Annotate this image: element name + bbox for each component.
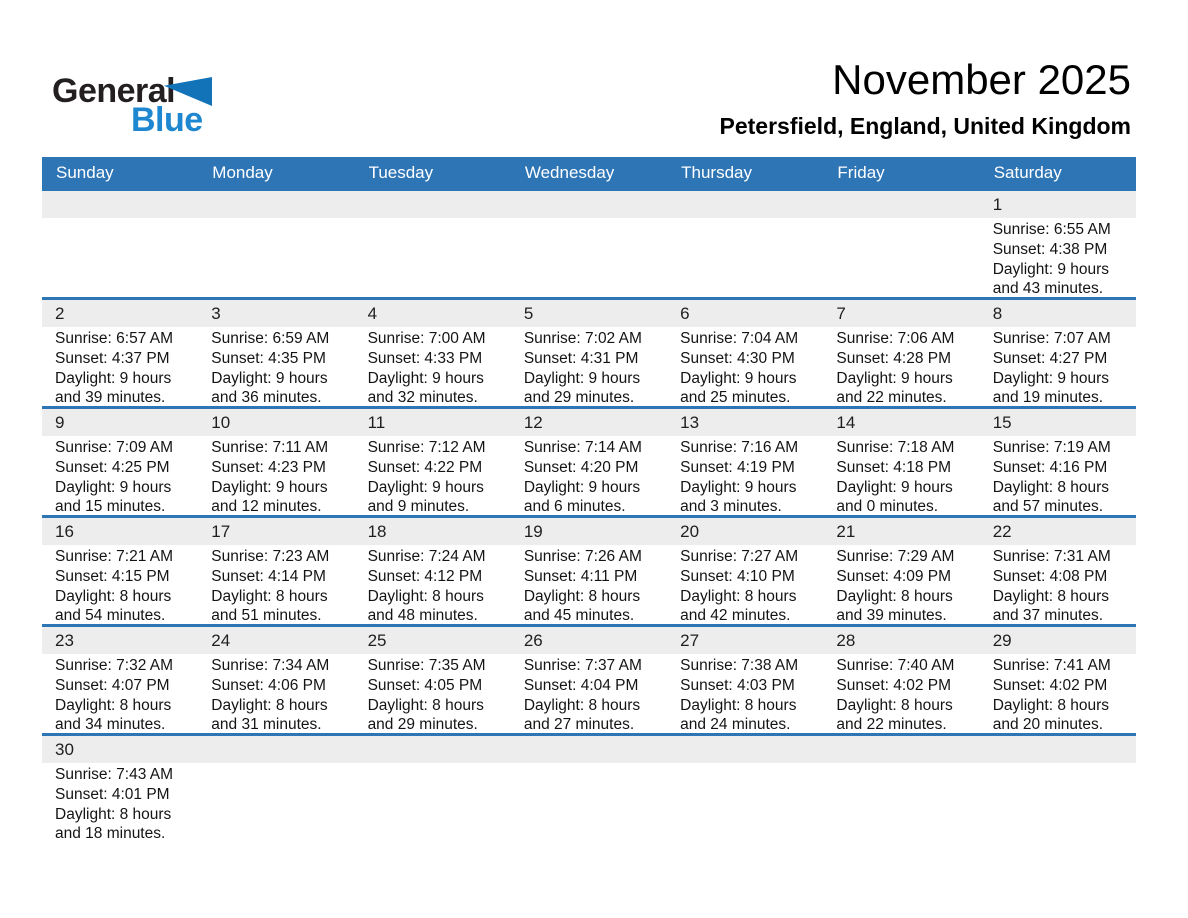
day-detail-line: Sunrise: 7:16 AM bbox=[680, 439, 799, 456]
day-details bbox=[355, 218, 511, 297]
day-detail-line: and 3 minutes. bbox=[680, 498, 782, 515]
day-detail-line: Sunrise: 7:14 AM bbox=[523, 439, 642, 456]
day-number: 27 bbox=[680, 631, 700, 650]
empty-day-cell bbox=[355, 736, 511, 842]
day-number: 25 bbox=[367, 631, 387, 650]
day-number: 2 bbox=[55, 304, 65, 323]
day-detail-line: and 6 minutes. bbox=[523, 498, 626, 515]
day-number: 11 bbox=[367, 413, 386, 432]
day-detail-line: and 34 minutes. bbox=[55, 716, 166, 733]
calendar-table bbox=[42, 157, 1136, 842]
weekday-header-wednesday: Wednesday bbox=[524, 163, 615, 182]
day-detail-line: Sunset: 4:04 PM bbox=[523, 676, 639, 694]
day-cell bbox=[823, 300, 979, 406]
day-detail-line: and 24 minutes. bbox=[680, 716, 791, 733]
empty-day-cell bbox=[980, 736, 1136, 842]
day-detail-line: Daylight: 9 hours bbox=[836, 478, 953, 496]
day-details bbox=[198, 218, 354, 297]
day-detail-line: and 19 minutes. bbox=[992, 389, 1103, 406]
day-number: 7 bbox=[836, 304, 846, 323]
day-detail-line: Daylight: 9 hours bbox=[55, 369, 172, 387]
calendar-week-row bbox=[42, 406, 1136, 515]
day-detail-line: Daylight: 9 hours bbox=[523, 369, 641, 387]
day-detail-line: and 25 minutes. bbox=[680, 389, 791, 406]
calendar-week-row bbox=[42, 515, 1136, 624]
day-details bbox=[667, 327, 823, 406]
day-detail-line: Sunset: 4:31 PM bbox=[523, 349, 639, 367]
day-number-band bbox=[823, 736, 979, 763]
day-details bbox=[511, 654, 667, 733]
day-detail-line: Sunset: 4:30 PM bbox=[680, 349, 795, 367]
day-cell bbox=[355, 300, 511, 406]
day-details bbox=[667, 436, 823, 515]
day-detail-line: and 29 minutes. bbox=[367, 716, 478, 733]
day-number-band bbox=[42, 627, 198, 654]
day-detail-line: Sunset: 4:18 PM bbox=[836, 458, 952, 476]
day-detail-line: Daylight: 9 hours bbox=[367, 369, 484, 387]
day-number: 24 bbox=[211, 631, 231, 650]
day-detail-line: Daylight: 8 hours bbox=[211, 587, 328, 605]
weekday-header-thursday: Thursday bbox=[681, 163, 753, 182]
day-cell bbox=[980, 300, 1136, 406]
day-detail-line: Sunrise: 7:24 AM bbox=[367, 548, 486, 565]
calendar-week-row bbox=[42, 188, 1136, 297]
day-number-band bbox=[198, 409, 354, 436]
day-cell bbox=[823, 409, 979, 515]
day-details bbox=[355, 327, 511, 406]
day-detail-line: and 9 minutes. bbox=[367, 498, 470, 515]
day-cell bbox=[980, 191, 1136, 297]
day-detail-line: Sunset: 4:37 PM bbox=[55, 349, 170, 367]
day-number: 14 bbox=[836, 413, 856, 432]
day-detail-line: and 27 minutes. bbox=[523, 716, 635, 733]
day-number: 21 bbox=[836, 522, 856, 541]
page-title: November 2025 bbox=[832, 56, 1131, 103]
day-details bbox=[511, 218, 667, 297]
page-subtitle: Petersfield, England, United Kingdom bbox=[719, 113, 1131, 139]
day-cell bbox=[667, 300, 823, 406]
empty-day-cell bbox=[511, 191, 667, 297]
day-detail-line: Daylight: 9 hours bbox=[523, 478, 641, 496]
day-number-band bbox=[198, 627, 354, 654]
day-cell bbox=[511, 409, 667, 515]
day-detail-line: Sunrise: 7:19 AM bbox=[992, 439, 1111, 456]
day-detail-line: Sunrise: 7:26 AM bbox=[523, 548, 642, 565]
day-details bbox=[823, 654, 979, 733]
day-number-band bbox=[667, 300, 823, 327]
day-cell bbox=[42, 736, 198, 842]
day-number-band bbox=[42, 300, 198, 327]
day-number-band bbox=[667, 736, 823, 763]
logo-text-blue: Blue bbox=[131, 101, 203, 139]
day-detail-line: Sunset: 4:20 PM bbox=[523, 458, 639, 476]
day-number-band bbox=[198, 300, 354, 327]
day-detail-line: Sunset: 4:33 PM bbox=[367, 349, 483, 367]
day-detail-line: Sunrise: 7:41 AM bbox=[992, 657, 1111, 674]
day-detail-line: Daylight: 9 hours bbox=[367, 478, 484, 496]
day-number: 13 bbox=[680, 413, 700, 432]
day-detail-line: Sunrise: 6:55 AM bbox=[992, 221, 1111, 238]
day-detail-line: Daylight: 8 hours bbox=[211, 696, 328, 714]
day-detail-line: Daylight: 8 hours bbox=[836, 587, 953, 605]
day-number-band bbox=[511, 518, 667, 545]
day-cell bbox=[823, 518, 979, 624]
day-detail-line: Sunset: 4:07 PM bbox=[55, 676, 170, 694]
day-number: 16 bbox=[55, 522, 74, 541]
day-detail-line: and 22 minutes. bbox=[836, 389, 947, 406]
day-details bbox=[511, 327, 667, 406]
day-detail-line: Sunset: 4:08 PM bbox=[992, 567, 1108, 585]
weekday-header-saturday: Saturday bbox=[993, 163, 1062, 182]
day-number-band bbox=[42, 409, 198, 436]
day-detail-line: and 42 minutes. bbox=[680, 607, 791, 624]
day-cell bbox=[667, 627, 823, 733]
day-detail-line: Daylight: 8 hours bbox=[992, 587, 1110, 605]
day-details bbox=[355, 436, 511, 515]
day-details bbox=[42, 218, 198, 297]
day-cell bbox=[355, 518, 511, 624]
day-detail-line: Daylight: 8 hours bbox=[55, 587, 172, 605]
day-number-band bbox=[355, 409, 511, 436]
day-detail-line: Daylight: 9 hours bbox=[836, 369, 953, 387]
day-number-band bbox=[980, 518, 1136, 545]
day-number-band bbox=[355, 736, 511, 763]
day-number-band bbox=[823, 300, 979, 327]
day-detail-line: Sunset: 4:09 PM bbox=[836, 567, 952, 585]
day-detail-line: Sunrise: 7:32 AM bbox=[55, 657, 174, 674]
weekday-header-monday: Monday bbox=[212, 163, 273, 182]
day-detail-line: Daylight: 8 hours bbox=[55, 805, 172, 823]
general-blue-logo bbox=[52, 72, 272, 142]
weekday-header-row bbox=[42, 157, 1136, 188]
day-detail-line: Sunset: 4:25 PM bbox=[55, 458, 170, 476]
empty-day-cell bbox=[42, 191, 198, 297]
day-detail-line: Daylight: 8 hours bbox=[680, 587, 797, 605]
day-detail-line: Daylight: 9 hours bbox=[680, 369, 797, 387]
day-detail-line: Daylight: 8 hours bbox=[523, 587, 641, 605]
empty-day-cell bbox=[667, 191, 823, 297]
day-number: 30 bbox=[55, 740, 74, 759]
day-number: 4 bbox=[367, 304, 378, 323]
day-number-band bbox=[198, 736, 354, 763]
day-details bbox=[511, 763, 667, 842]
day-cell bbox=[511, 627, 667, 733]
day-details bbox=[667, 763, 823, 842]
day-number-band bbox=[823, 518, 979, 545]
day-detail-line: Sunrise: 7:04 AM bbox=[680, 330, 799, 347]
day-detail-line: and 39 minutes. bbox=[55, 389, 166, 406]
day-number-band bbox=[823, 409, 979, 436]
calendar-week-row bbox=[42, 733, 1136, 842]
day-number-band bbox=[667, 191, 823, 218]
day-details bbox=[355, 654, 511, 733]
empty-day-cell bbox=[198, 736, 354, 842]
day-detail-line: Sunrise: 7:37 AM bbox=[523, 657, 642, 674]
day-number: 28 bbox=[836, 631, 856, 650]
day-detail-line: Sunrise: 7:27 AM bbox=[680, 548, 799, 565]
empty-day-cell bbox=[823, 736, 979, 842]
day-number: 3 bbox=[211, 304, 221, 323]
day-number: 5 bbox=[523, 304, 534, 323]
day-detail-line: and 18 minutes. bbox=[55, 825, 166, 842]
day-detail-line: Sunrise: 7:35 AM bbox=[367, 657, 486, 674]
day-detail-line: Sunrise: 6:59 AM bbox=[211, 330, 330, 347]
day-detail-line: Sunset: 4:11 PM bbox=[523, 567, 638, 585]
day-detail-line: Sunset: 4:14 PM bbox=[211, 567, 326, 585]
day-cell bbox=[42, 300, 198, 406]
calendar-week-row bbox=[42, 297, 1136, 406]
day-details bbox=[42, 545, 198, 624]
day-detail-line: Sunrise: 7:38 AM bbox=[680, 657, 799, 674]
day-detail-line: Daylight: 9 hours bbox=[211, 478, 328, 496]
day-detail-line: Sunset: 4:27 PM bbox=[992, 349, 1108, 367]
day-number-band bbox=[511, 300, 667, 327]
calendar-grid bbox=[42, 188, 1136, 842]
day-detail-line: and 48 minutes. bbox=[367, 607, 478, 624]
day-number: 15 bbox=[992, 413, 1012, 432]
day-details bbox=[823, 545, 979, 624]
day-details bbox=[823, 763, 979, 842]
day-number-band bbox=[511, 409, 667, 436]
day-detail-line: Sunrise: 7:09 AM bbox=[55, 439, 174, 456]
day-details bbox=[823, 218, 979, 297]
day-details bbox=[198, 436, 354, 515]
day-number: 26 bbox=[523, 631, 543, 650]
day-number: 17 bbox=[211, 522, 231, 541]
day-detail-line: Daylight: 9 hours bbox=[211, 369, 328, 387]
day-detail-line: Daylight: 8 hours bbox=[836, 696, 953, 714]
day-details bbox=[823, 327, 979, 406]
day-detail-line: Sunset: 4:05 PM bbox=[367, 676, 483, 694]
day-detail-line: and 39 minutes. bbox=[836, 607, 947, 624]
day-detail-line: Sunrise: 7:21 AM bbox=[55, 548, 174, 565]
day-detail-line: Sunset: 4:35 PM bbox=[211, 349, 326, 367]
day-cell bbox=[980, 518, 1136, 624]
day-cell bbox=[823, 627, 979, 733]
weekday-header-friday: Friday bbox=[837, 163, 885, 182]
day-number-band bbox=[355, 191, 511, 218]
empty-day-cell bbox=[667, 736, 823, 842]
day-detail-line: and 51 minutes. bbox=[211, 607, 322, 624]
day-cell bbox=[980, 409, 1136, 515]
day-detail-line: Sunrise: 7:12 AM bbox=[367, 439, 486, 456]
day-detail-line: Sunrise: 7:00 AM bbox=[367, 330, 486, 347]
day-detail-line: Daylight: 8 hours bbox=[680, 696, 797, 714]
day-number-band bbox=[511, 736, 667, 763]
day-cell bbox=[511, 300, 667, 406]
weekday-header-tuesday: Tuesday bbox=[368, 163, 434, 182]
day-detail-line: and 29 minutes. bbox=[523, 389, 635, 406]
day-detail-line: Sunset: 4:01 PM bbox=[55, 785, 170, 803]
day-number-band bbox=[823, 191, 979, 218]
day-details bbox=[980, 327, 1136, 406]
day-details bbox=[667, 218, 823, 297]
day-number-band bbox=[511, 191, 667, 218]
day-cell bbox=[667, 409, 823, 515]
day-number: 12 bbox=[523, 413, 543, 432]
day-detail-line: Sunrise: 7:23 AM bbox=[211, 548, 330, 565]
day-details bbox=[198, 327, 354, 406]
page-header bbox=[0, 0, 1188, 157]
day-details bbox=[980, 763, 1136, 842]
day-details bbox=[42, 436, 198, 515]
day-number-band bbox=[980, 627, 1136, 654]
day-cell bbox=[667, 518, 823, 624]
day-detail-line: Sunset: 4:02 PM bbox=[992, 676, 1108, 694]
day-number-band bbox=[355, 518, 511, 545]
day-details bbox=[511, 436, 667, 515]
day-detail-line: Sunrise: 7:18 AM bbox=[836, 439, 955, 456]
day-number: 9 bbox=[55, 413, 65, 432]
day-detail-line: Sunset: 4:03 PM bbox=[680, 676, 795, 694]
day-number-band bbox=[42, 518, 198, 545]
day-detail-line: and 0 minutes. bbox=[836, 498, 939, 515]
day-detail-line: Daylight: 8 hours bbox=[367, 696, 484, 714]
day-number-band bbox=[980, 736, 1136, 763]
day-detail-line: Sunrise: 7:07 AM bbox=[992, 330, 1111, 347]
day-number-band bbox=[42, 191, 198, 218]
day-detail-line: and 57 minutes. bbox=[992, 498, 1103, 515]
day-detail-line: Daylight: 9 hours bbox=[680, 478, 797, 496]
day-detail-line: Sunset: 4:02 PM bbox=[836, 676, 952, 694]
day-number-band bbox=[980, 409, 1136, 436]
day-number-band bbox=[198, 518, 354, 545]
day-detail-line: Sunrise: 7:43 AM bbox=[55, 766, 174, 783]
day-detail-line: Sunrise: 7:29 AM bbox=[836, 548, 955, 565]
day-cell bbox=[355, 627, 511, 733]
day-details bbox=[355, 545, 511, 624]
day-details bbox=[980, 654, 1136, 733]
day-details bbox=[667, 654, 823, 733]
day-details bbox=[980, 436, 1136, 515]
day-detail-line: Sunset: 4:12 PM bbox=[367, 567, 483, 585]
day-detail-line: and 37 minutes. bbox=[992, 607, 1103, 624]
day-number: 1 bbox=[992, 195, 1003, 214]
day-number-band bbox=[823, 627, 979, 654]
day-detail-line: Sunrise: 7:34 AM bbox=[211, 657, 330, 674]
day-detail-line: Sunset: 4:15 PM bbox=[55, 567, 170, 585]
day-number-band bbox=[980, 300, 1136, 327]
day-cell bbox=[198, 518, 354, 624]
day-detail-line: Daylight: 9 hours bbox=[992, 369, 1110, 387]
title-block bbox=[720, 56, 1131, 140]
day-cell bbox=[355, 409, 511, 515]
day-detail-line: and 54 minutes. bbox=[55, 607, 166, 624]
weekday-header-sunday: Sunday bbox=[56, 163, 114, 182]
day-detail-line: Daylight: 8 hours bbox=[992, 478, 1110, 496]
day-details bbox=[511, 545, 667, 624]
day-cell bbox=[42, 409, 198, 515]
day-detail-line: Sunset: 4:28 PM bbox=[836, 349, 952, 367]
day-detail-line: Daylight: 9 hours bbox=[55, 478, 172, 496]
day-number-band bbox=[980, 191, 1136, 218]
day-cell bbox=[980, 627, 1136, 733]
day-number: 20 bbox=[680, 522, 700, 541]
day-cell bbox=[42, 627, 198, 733]
day-detail-line: and 12 minutes. bbox=[211, 498, 322, 515]
empty-day-cell bbox=[511, 736, 667, 842]
day-detail-line: Daylight: 8 hours bbox=[55, 696, 172, 714]
day-number-band bbox=[511, 627, 667, 654]
day-number: 18 bbox=[367, 522, 387, 541]
day-detail-line: Sunrise: 7:11 AM bbox=[211, 439, 329, 456]
day-detail-line: Sunset: 4:22 PM bbox=[367, 458, 483, 476]
day-number: 23 bbox=[55, 631, 74, 650]
day-number: 19 bbox=[523, 522, 543, 541]
day-cell bbox=[198, 300, 354, 406]
day-cell bbox=[198, 627, 354, 733]
day-number-band bbox=[42, 736, 198, 763]
day-detail-line: Sunset: 4:23 PM bbox=[211, 458, 326, 476]
day-detail-line: and 45 minutes. bbox=[523, 607, 635, 624]
day-cell bbox=[511, 518, 667, 624]
day-detail-line: Daylight: 9 hours bbox=[992, 260, 1110, 278]
calendar-week-row bbox=[42, 624, 1136, 733]
day-details bbox=[980, 545, 1136, 624]
day-detail-line: Sunset: 4:16 PM bbox=[992, 458, 1108, 476]
day-detail-line: and 43 minutes. bbox=[992, 280, 1103, 297]
day-details bbox=[42, 654, 198, 733]
day-detail-line: Sunrise: 7:40 AM bbox=[836, 657, 955, 674]
day-detail-line: Sunrise: 7:31 AM bbox=[992, 548, 1111, 565]
logo-text-general: General bbox=[52, 72, 176, 110]
day-detail-line: Sunrise: 7:02 AM bbox=[523, 330, 642, 347]
day-number: 29 bbox=[992, 631, 1012, 650]
day-detail-line: Sunset: 4:06 PM bbox=[211, 676, 326, 694]
day-number: 10 bbox=[211, 413, 231, 432]
day-details bbox=[42, 763, 198, 842]
day-details bbox=[42, 327, 198, 406]
day-number: 6 bbox=[680, 304, 690, 323]
day-number-band bbox=[198, 191, 354, 218]
empty-day-cell bbox=[198, 191, 354, 297]
day-number-band bbox=[355, 627, 511, 654]
day-detail-line: Sunset: 4:19 PM bbox=[680, 458, 795, 476]
day-detail-line: and 32 minutes. bbox=[367, 389, 478, 406]
day-detail-line: and 15 minutes. bbox=[55, 498, 166, 515]
day-detail-line: Sunrise: 7:06 AM bbox=[836, 330, 955, 347]
day-number-band bbox=[667, 518, 823, 545]
day-detail-line: Sunrise: 6:57 AM bbox=[55, 330, 174, 347]
day-detail-line: Daylight: 8 hours bbox=[992, 696, 1110, 714]
day-number-band bbox=[355, 300, 511, 327]
day-number: 22 bbox=[992, 522, 1012, 541]
day-cell bbox=[42, 518, 198, 624]
day-details bbox=[823, 436, 979, 515]
day-detail-line: and 31 minutes. bbox=[211, 716, 322, 733]
day-detail-line: Daylight: 8 hours bbox=[367, 587, 484, 605]
day-detail-line: Daylight: 8 hours bbox=[523, 696, 641, 714]
day-detail-line: Sunset: 4:10 PM bbox=[680, 567, 795, 585]
day-detail-line: and 22 minutes. bbox=[836, 716, 947, 733]
day-cell bbox=[198, 409, 354, 515]
day-number-band bbox=[667, 627, 823, 654]
day-details bbox=[355, 763, 511, 842]
day-detail-line: and 36 minutes. bbox=[211, 389, 322, 406]
day-details bbox=[980, 218, 1136, 297]
day-details bbox=[198, 545, 354, 624]
day-details bbox=[198, 763, 354, 842]
empty-day-cell bbox=[355, 191, 511, 297]
day-number-band bbox=[667, 409, 823, 436]
empty-day-cell bbox=[823, 191, 979, 297]
day-detail-line: Sunset: 4:38 PM bbox=[992, 240, 1108, 258]
day-number: 8 bbox=[992, 304, 1003, 323]
day-details bbox=[198, 654, 354, 733]
day-detail-line: and 20 minutes. bbox=[992, 716, 1103, 733]
day-details bbox=[667, 545, 823, 624]
